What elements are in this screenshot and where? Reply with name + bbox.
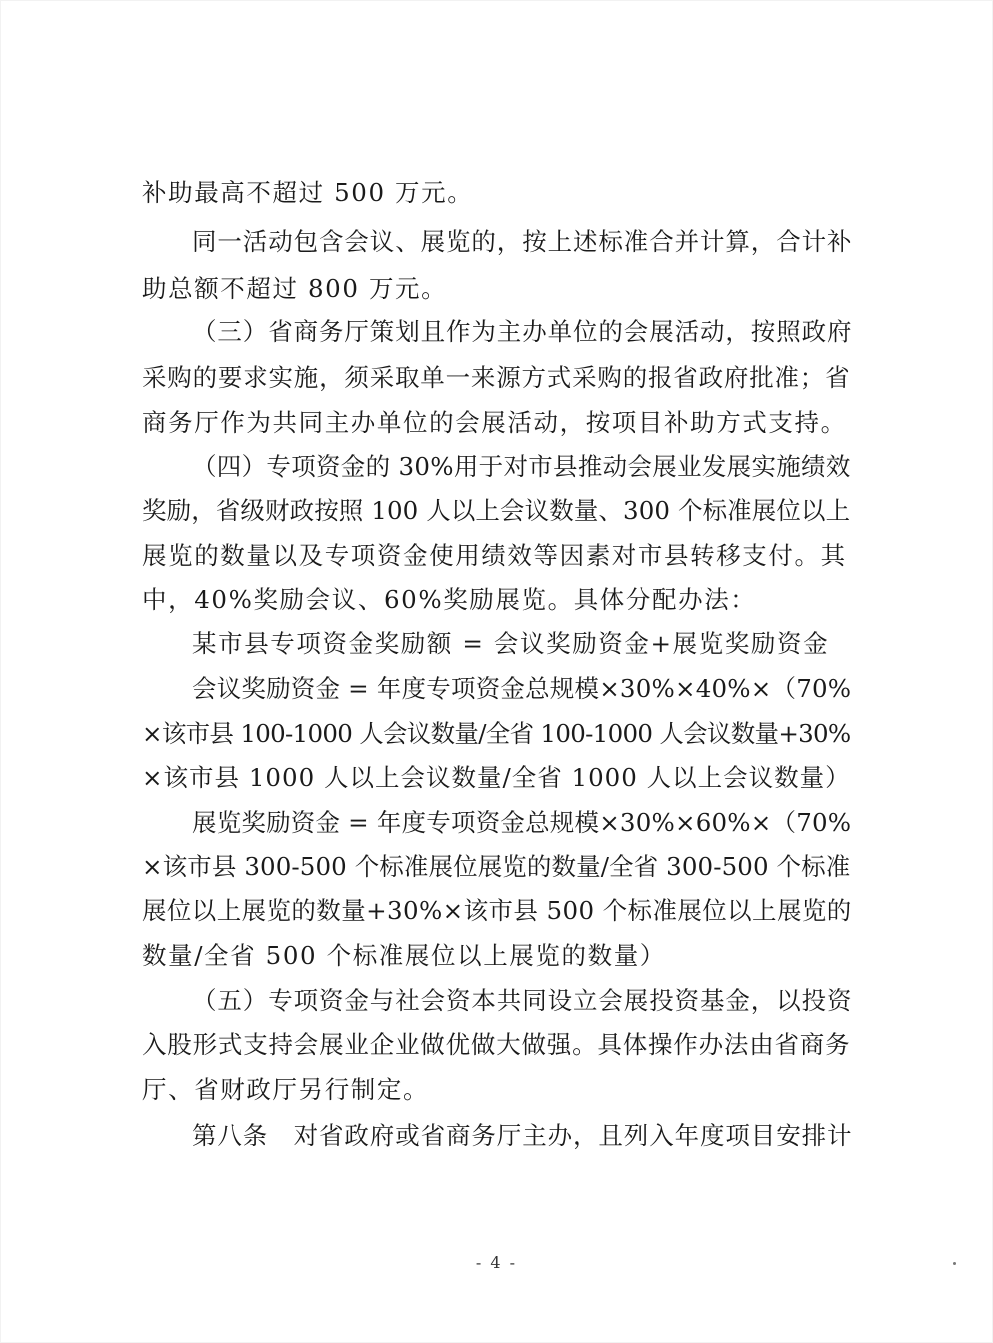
- text-line: （四）专项资金的 30%用于对市县推动会展业发展实施绩效: [192, 452, 851, 481]
- text-line: 厅、省财政厅另行制定。: [142, 1075, 430, 1104]
- text-line: 数量/全省 500 个标准展位以上展览的数量）: [142, 941, 666, 970]
- text-line: ×该市县 1000 人以上会议数量/全省 1000 人以上会议数量）: [142, 763, 851, 792]
- text-line: 奖励，省级财政按照 100 人以上会议数量、300 个标准展位以上: [142, 496, 851, 525]
- text-line: （五）专项资金与社会资本共同设立会展投资基金，以投资: [192, 986, 853, 1015]
- page-number: - 4 -: [475, 1253, 518, 1272]
- text-line: ×该市县 300-500 个标准展位展览的数量/全省 300-500 个标准: [142, 852, 851, 881]
- scan-speck: [953, 1262, 956, 1265]
- text-line: ×该市县 100-1000 人会议数量/全省 100-1000 人会议数量+30%: [142, 719, 851, 748]
- text-line: 中，40%奖励会议、60%奖励展览。具体分配办法：: [142, 585, 757, 614]
- text-line: 补助最高不超过 500 万元。: [142, 178, 474, 207]
- text-line: 某市县专项资金奖励额 = 会议奖励资金+展览奖励资金: [192, 629, 830, 658]
- text-line: 助总额不超过 800 万元。: [142, 274, 448, 303]
- text-line: 展览奖励资金 = 年度专项资金总规模×30%×60%×（70%: [192, 808, 852, 837]
- text-line: 第八条 对省政府或省商务厅主办，且列入年度项目安排计: [192, 1121, 853, 1150]
- text-line: 入股形式支持会展业企业做优做大做强。具体操作办法由省商务: [142, 1030, 851, 1059]
- text-line: 会议奖励资金 = 年度专项资金总规模×30%×40%×（70%: [192, 674, 852, 703]
- text-line: 采购的要求实施，须采取单一来源方式采购的报省政府批准；省: [142, 363, 851, 392]
- text-line: 同一活动包含会议、展览的，按上述标准合并计算，合计补: [192, 227, 853, 256]
- text-line: （三）省商务厅策划且作为主办单位的会展活动，按照政府: [192, 317, 853, 346]
- text-line: 商务厅作为共同主办单位的会展活动，按项目补助方式支持。: [142, 408, 847, 437]
- text-line: 展览的数量以及专项资金使用绩效等因素对市县转移支付。其: [142, 541, 847, 570]
- text-line: 展位以上展览的数量+30%×该市县 500 个标准展位以上展览的: [142, 896, 852, 925]
